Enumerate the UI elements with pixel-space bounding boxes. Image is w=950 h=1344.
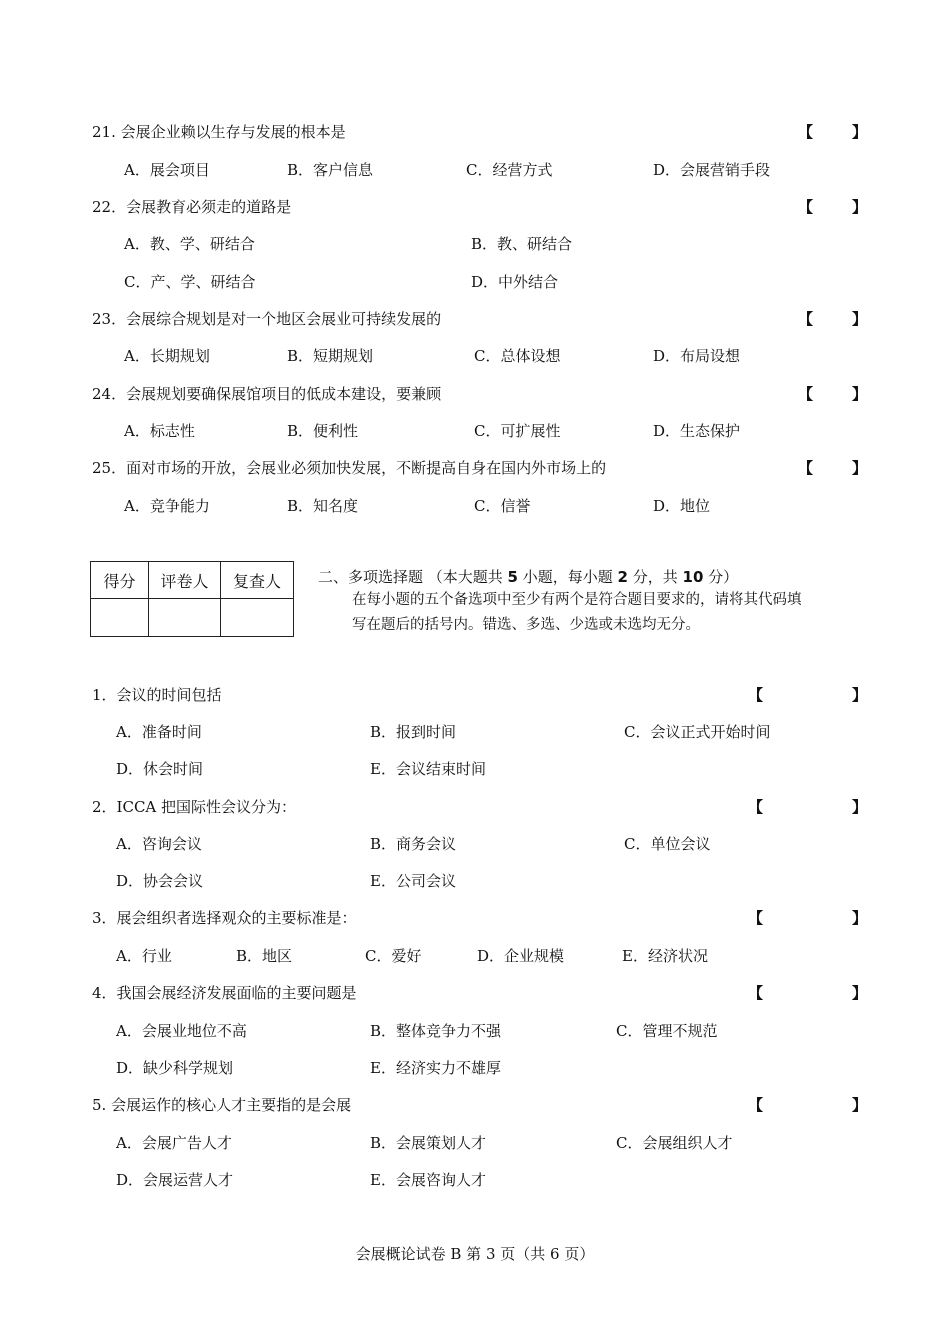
- question-25: [0, 457, 950, 479]
- option: E．公司会议: [370, 872, 456, 890]
- question-23: [0, 308, 950, 330]
- option: D．中外结合: [471, 273, 559, 291]
- answer-bracket-right: 】: [852, 1096, 868, 1114]
- score-cell[interactable]: [91, 599, 149, 637]
- question-stem: 23．会展综合规划是对一个地区会展业可持续发展的: [92, 310, 442, 328]
- option: B．客户信息: [287, 161, 374, 179]
- option: D．布局设想: [653, 347, 741, 365]
- section-2-instructions-line2: 写在题后的括号内。错选、多选、少选或未选均无分。: [352, 617, 700, 633]
- option: A．教、学、研结合: [124, 235, 255, 253]
- option: C．管理不规范: [616, 1022, 718, 1040]
- mc-question-1-options-row1: [0, 721, 950, 743]
- mc-question-5-options-row1: [0, 1132, 950, 1154]
- answer-bracket-right: 】: [852, 909, 868, 927]
- answer-bracket-left: 【: [748, 984, 764, 1002]
- option: D．地位: [653, 497, 711, 515]
- section-2-title: 二、多项选择题 （本大题共 5 小题，每小题 2 分，共 10 分）: [318, 568, 739, 586]
- option: C．单位会议: [624, 835, 711, 853]
- option: A．行业: [116, 947, 172, 965]
- question-22-options-row2: [0, 271, 950, 293]
- option: D．会展运营人才: [116, 1171, 234, 1189]
- question-22: [0, 196, 950, 218]
- option: B．报到时间: [370, 723, 457, 741]
- question-stem: 21. 会展企业赖以生存与发展的根本是: [92, 123, 346, 141]
- question-stem: 4．我国会展经济发展面临的主要问题是: [92, 984, 357, 1002]
- mc-question-2-options-row2: [0, 870, 950, 892]
- option: B．商务会议: [370, 835, 457, 853]
- mc-question-4-options-row1: [0, 1020, 950, 1042]
- answer-bracket-right: 】: [852, 385, 868, 403]
- option: D．企业规模: [477, 947, 565, 965]
- answer-bracket-right: 】: [852, 198, 868, 216]
- option: B．教、研结合: [471, 235, 573, 253]
- mc-question-2-options-row1: [0, 833, 950, 855]
- option: C．总体设想: [474, 347, 561, 365]
- option: B．短期规划: [287, 347, 374, 365]
- answer-bracket-left: 【: [748, 909, 764, 927]
- question-24: [0, 383, 950, 405]
- answer-bracket-right: 】: [852, 123, 868, 141]
- option: E．经济状况: [622, 947, 708, 965]
- question-25-options: [0, 495, 950, 517]
- mc-question-3: [0, 907, 950, 929]
- question-stem: 24．会展规划要确保展馆项目的低成本建设，要兼顾: [92, 385, 442, 403]
- answer-bracket-left: 【: [798, 198, 814, 216]
- grader-header: 评卷人: [149, 562, 221, 599]
- section-2-instructions-line1: 在每小题的五个备选项中至少有两个是符合题目要求的，请将其代码填: [352, 592, 802, 608]
- option: C．会议正式开始时间: [624, 723, 771, 741]
- answer-bracket-left: 【: [748, 798, 764, 816]
- mc-question-4-options-row2: [0, 1057, 950, 1079]
- mc-question-5-options-row2: [0, 1169, 950, 1191]
- question-24-options: [0, 420, 950, 442]
- option: C．经营方式: [466, 161, 553, 179]
- option: C．产、学、研结合: [124, 273, 256, 291]
- option: B．便利性: [287, 422, 359, 440]
- answer-bracket-left: 【: [798, 385, 814, 403]
- option: C．会展组织人才: [616, 1134, 733, 1152]
- page-footer: 会展概论试卷 B 第 3 页（共 6 页）: [355, 1245, 595, 1263]
- answer-bracket-left: 【: [798, 310, 814, 328]
- question-21-options: [0, 159, 950, 181]
- option: D．生态保护: [653, 422, 741, 440]
- mc-question-5: [0, 1094, 950, 1116]
- answer-bracket-right: 】: [852, 984, 868, 1002]
- mc-question-1: [0, 684, 950, 706]
- mc-question-1-options-row2: [0, 758, 950, 780]
- option: C．可扩展性: [474, 422, 561, 440]
- option: A．会展业地位不高: [116, 1022, 247, 1040]
- score-header: 得分: [91, 562, 149, 599]
- question-stem: 25．面对市场的开放，会展业必须加快发展，不断提高自身在国内外市场上的: [92, 459, 607, 477]
- option: B．整体竞争力不强: [370, 1022, 502, 1040]
- mc-question-4: [0, 982, 950, 1004]
- option: A．长期规划: [124, 347, 210, 365]
- option: D．协会会议: [116, 872, 204, 890]
- mc-question-3-options: [0, 945, 950, 967]
- option: C．信誉: [474, 497, 531, 515]
- answer-bracket-left: 【: [748, 686, 764, 704]
- option: A．标志性: [124, 422, 195, 440]
- reviewer-header: 复查人: [221, 562, 294, 599]
- option: E．会展咨询人才: [370, 1171, 486, 1189]
- question-21: [0, 121, 950, 143]
- question-stem: 5. 会展运作的核心人才主要指的是会展: [92, 1096, 352, 1114]
- option: E．经济实力不雄厚: [370, 1059, 501, 1077]
- question-stem: 2．ICCA 把国际性会议分为：: [92, 798, 297, 816]
- answer-bracket-left: 【: [748, 1096, 764, 1114]
- option: C．爱好: [365, 947, 422, 965]
- option: D．休会时间: [116, 760, 204, 778]
- option: B．知名度: [287, 497, 359, 515]
- question-23-options: [0, 345, 950, 367]
- answer-bracket-right: 】: [852, 459, 868, 477]
- question-stem: 3．展会组织者选择观众的主要标准是：: [92, 909, 357, 927]
- option: D．缺少科学规划: [116, 1059, 234, 1077]
- question-stem: 22．会展教育必须走的道路是: [92, 198, 292, 216]
- option: D．会展营销手段: [653, 161, 771, 179]
- answer-bracket-right: 】: [852, 798, 868, 816]
- reviewer-cell[interactable]: [221, 599, 294, 637]
- mc-question-2: [0, 796, 950, 818]
- option: A．准备时间: [116, 723, 202, 741]
- option: E．会议结束时间: [370, 760, 486, 778]
- option: B．地区: [236, 947, 293, 965]
- option: A．咨询会议: [116, 835, 202, 853]
- answer-bracket-right: 】: [852, 310, 868, 328]
- question-22-options-row1: [0, 233, 950, 255]
- option: B．会展策划人才: [370, 1134, 487, 1152]
- option: A．会展广告人才: [116, 1134, 232, 1152]
- answer-bracket-left: 【: [798, 123, 814, 141]
- answer-bracket-right: 】: [852, 686, 868, 704]
- question-stem: 1．会议的时间包括: [92, 686, 222, 704]
- option: A．竞争能力: [124, 497, 210, 515]
- option: A．展会项目: [124, 161, 210, 179]
- score-table: [90, 561, 294, 637]
- grader-cell[interactable]: [149, 599, 221, 637]
- answer-bracket-left: 【: [798, 459, 814, 477]
